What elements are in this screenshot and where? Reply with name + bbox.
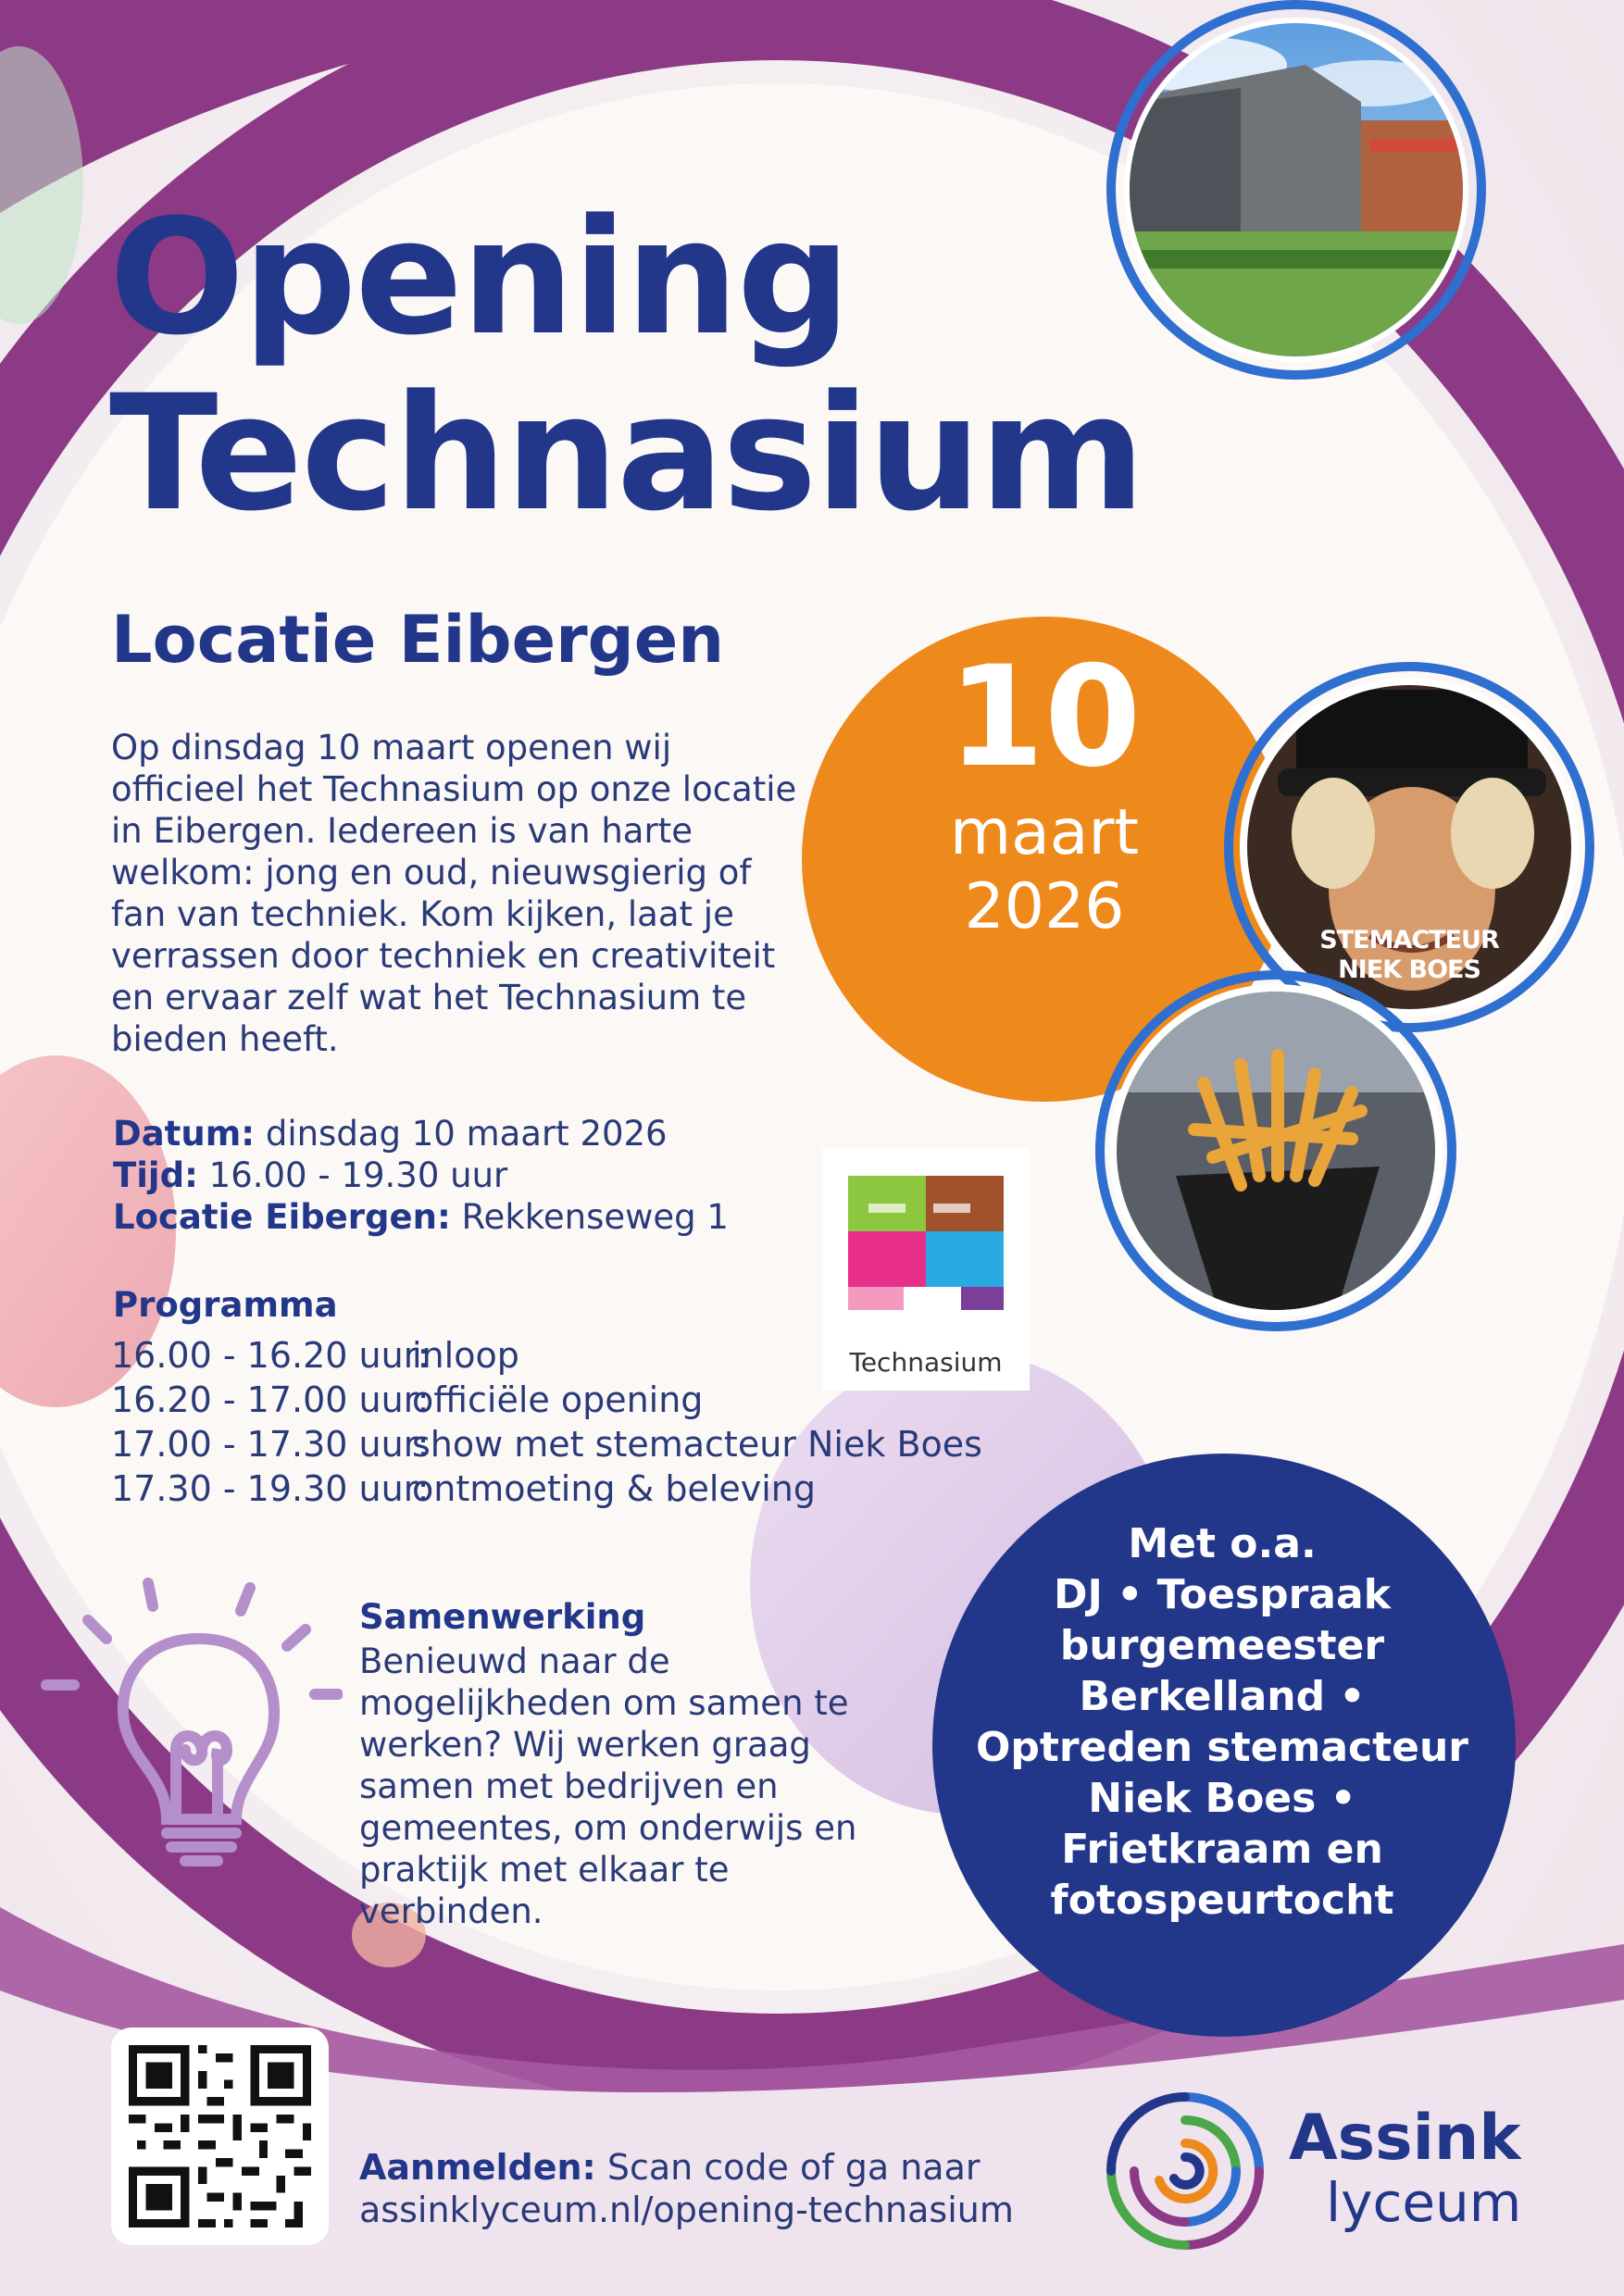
date-day: 10 — [947, 637, 1142, 798]
highlights-line: burgemeester — [1059, 1622, 1385, 1669]
program-time: 17.00 - 17.30 uur: — [111, 1424, 430, 1465]
page-title — [109, 184, 1144, 546]
date-month: maart — [949, 796, 1140, 869]
technasium-logo-caption: Technasium — [849, 1347, 1003, 1378]
technasium-logo-mark — [822, 1148, 1030, 1333]
actor-caption — [1252, 926, 1567, 985]
school-name: Assink — [1289, 2102, 1521, 2175]
lightbulb-icon — [37, 1565, 343, 1870]
highlights-line: Optreden stemacteur — [975, 1724, 1469, 1771]
highlights-line: Frietkraam en — [1061, 1826, 1383, 1873]
highlights-list — [944, 1518, 1500, 1926]
location-value: Rekkenseweg 1 — [461, 1197, 729, 1237]
program-activity: inloop — [412, 1335, 519, 1376]
highlights-line: Berkelland • — [1079, 1673, 1366, 1720]
cooperation-text: Benieuwd naar de mogelijkheden om samen te werken? Wij werken graag samen met bedrijven en gemeentes, om onderwijs en praktijk met elkaar te verbinden. — [359, 1641, 857, 1931]
program-activity: show met stemacteur Niek Boes — [412, 1424, 982, 1465]
actor-caption-line2: NIEK BOES — [1338, 955, 1480, 984]
program-item — [111, 1466, 982, 1511]
event-facts — [113, 1113, 729, 1238]
assink-logo — [1093, 2078, 1278, 2264]
school-type: lyceum — [1326, 2171, 1522, 2234]
actor-caption-line1: STEMACTEUR — [1319, 926, 1499, 955]
time-value: 16.00 - 19.30 uur — [208, 1155, 508, 1195]
title-line2: Technasium — [109, 360, 1144, 546]
location-label: Locatie Eibergen: — [113, 1197, 451, 1237]
cooperation-heading: Samenwerking — [359, 1597, 646, 1637]
signup-text: Scan code of ga naar — [606, 2147, 981, 2188]
highlights-line: fotospeurtocht — [1050, 1877, 1394, 1924]
program-activity: ontmoeting & beleving — [412, 1468, 817, 1509]
page-subtitle: Locatie Eibergen — [111, 602, 725, 678]
highlights-line: DJ • Toespraak — [1054, 1571, 1391, 1618]
date-value: dinsdag 10 maart 2026 — [265, 1114, 668, 1154]
date-label: Datum: — [113, 1114, 256, 1154]
date-badge — [804, 639, 1285, 944]
signup-info — [359, 2146, 1014, 2231]
signup-url[interactable]: assinklyceum.nl/opening-technasium — [359, 2190, 1014, 2230]
intro-text: Op dinsdag 10 maart openen wij officieel het Technasium op onze locatie in Eibergen. Iedereen is van harte welkom: jong en oud, nieuwsgierig of fan van techniek. Kom kijken, laat je verrassen door techniek en creativiteit en ervaar zelf wat het Technasium te bieden heeft. — [111, 728, 797, 1059]
program-activity: officiële opening — [412, 1379, 704, 1420]
program-time: 17.30 - 19.30 uur: — [111, 1468, 430, 1509]
highlights-line: Niek Boes • — [1088, 1775, 1356, 1822]
program-time: 16.20 - 17.00 uur: — [111, 1379, 430, 1420]
program-item — [111, 1422, 982, 1466]
date-year: 2026 — [964, 870, 1125, 943]
program-heading: Programma — [113, 1285, 338, 1325]
signup-label: Aanmelden: — [359, 2147, 596, 2188]
qr-code-icon — [111, 2028, 329, 2245]
time-label: Tijd: — [113, 1155, 198, 1195]
highlights-line: Met o.a. — [1128, 1520, 1317, 1567]
title-line1: Opening — [109, 184, 849, 370]
program-time: 16.00 - 16.20 uur: — [111, 1335, 430, 1376]
qr-code[interactable] — [111, 2028, 329, 2245]
